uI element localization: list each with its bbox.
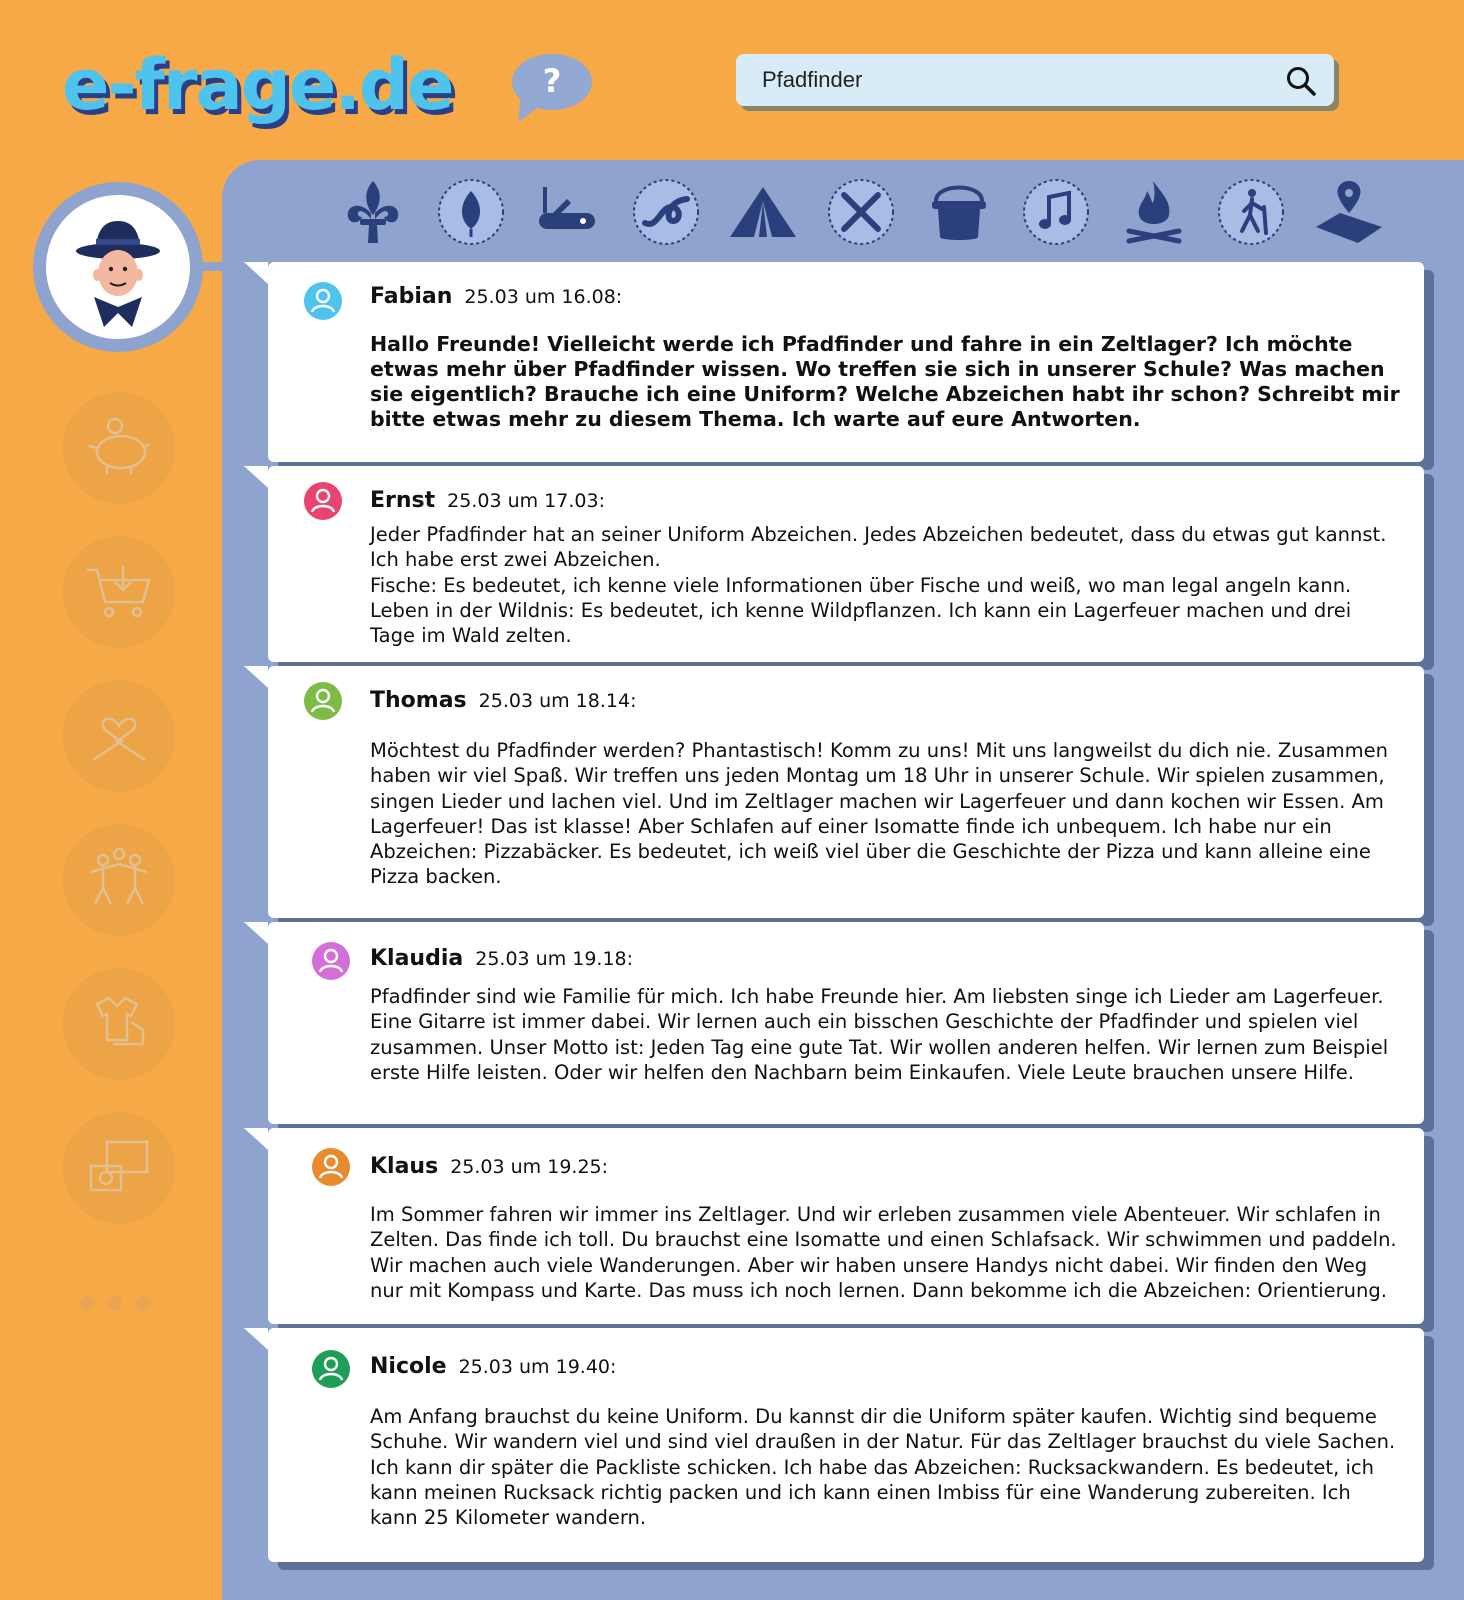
post-ernst <box>268 466 1424 662</box>
scout-avatar-icon <box>46 195 190 339</box>
post-header <box>370 488 605 513</box>
sidebar-item-food[interactable] <box>63 680 175 792</box>
tent-icon <box>728 177 798 247</box>
clothes-icon <box>83 988 155 1060</box>
user-avatar-icon[interactable] <box>304 482 342 520</box>
category-orientation[interactable] <box>1312 177 1386 247</box>
author-name[interactable]: Klaudia <box>370 946 464 971</box>
rope-badge-icon <box>631 177 701 247</box>
post-paragraph: Leben in der Wildnis: Es bedeutet, ich kenne Wildpflanzen. Ich kann ein Lagerfeuer machen und drei Tage im Wald zelten. <box>370 598 1352 648</box>
music-badge-icon <box>1021 177 1091 247</box>
food-heart-icon <box>83 700 155 772</box>
post-date: 25.03 um 18.14: <box>478 690 637 712</box>
category-cooking[interactable] <box>824 177 898 247</box>
author-name[interactable]: Nicole <box>370 1354 447 1379</box>
post-header <box>370 284 622 309</box>
avatar[interactable] <box>33 182 203 352</box>
question-mark: ? <box>542 62 562 100</box>
post-header <box>370 1354 616 1379</box>
category-bar <box>336 176 1386 248</box>
post-thomas <box>268 666 1424 918</box>
user-avatar-icon[interactable] <box>304 682 342 720</box>
sidebar-item-media[interactable] <box>63 1112 175 1224</box>
post-paragraph: Jeder Pfadfinder hat an seiner Uniform Abzeichen. Jedes Abzeichen bedeutet, dass du etwas gut kannst. Ich habe erst zwei Abzeichen. <box>370 523 1387 572</box>
post-header <box>370 1154 608 1179</box>
sidebar-item-shopping[interactable] <box>63 536 175 648</box>
site-logo[interactable]: e-frage.de <box>62 44 453 126</box>
search-bar <box>736 54 1334 106</box>
post-header <box>370 688 636 713</box>
pocket-knife-icon <box>533 177 603 247</box>
post-fabian <box>268 262 1424 462</box>
author-name[interactable]: Ernst <box>370 488 436 513</box>
post-date: 25.03 um 16.08: <box>464 286 623 308</box>
category-music[interactable] <box>1019 177 1093 247</box>
cooking-pot-icon <box>924 177 994 247</box>
post-text: Hallo Freunde! Vielleicht werde ich Pfadfinder und fahre in ein Zeltlager? Ich möchte etwas mehr über Pfadfinder wissen. Wo treffen sie sich in unserer Schule? Was machen sie eigentlich? Brauche ich eine Uniform? Welche Abzeichen habt ihr schon? Schreibt mir bitte etwas mehr zu diesem Thema. Ich warte auf eure Antworten. <box>370 332 1400 431</box>
cutlery-badge-icon <box>826 177 896 247</box>
post-text: Möchtest du Pfadfinder werden? Phantastisch! Komm zu uns! Mit uns langweilst du dich nie. Zusammen haben wir viel Spaß. Wir treffen uns jeden Montag um 18 Uhr in unserer Schule. Wir spielen zusammen, singen Lieder und lachen viel. Und im Zeltlager machen wir Lagerfeuer und dann kochen wir Essen. Am Lagerfeuer! Das ist klasse! Aber Schlafen auf einer Isomatte finde ich unbequem. Ich habe nur ein Abzeichen: Pizzabäcker. Es bedeutet, ich weiß viel über die Geschichte der Pizza und kann alleine eine Pizza backen. <box>370 739 1389 889</box>
category-tools[interactable] <box>531 177 605 247</box>
post-klaudia <box>268 922 1424 1124</box>
category-scouting[interactable] <box>336 177 410 247</box>
author-name[interactable]: Thomas <box>370 688 467 713</box>
post-paragraph: Fische: Es bedeutet, ich kenne viele Informationen über Fische und weiß, wo man legal angeln kann. <box>370 573 1352 597</box>
avatar-connector <box>200 262 230 271</box>
post-date: 25.03 um 19.40: <box>458 1356 617 1378</box>
post-date: 25.03 um 17.03: <box>447 490 605 512</box>
people-jumping-icon <box>83 844 155 916</box>
sidebar-item-finance[interactable] <box>63 392 175 504</box>
category-camping[interactable] <box>726 177 800 247</box>
post-klaus <box>268 1128 1424 1324</box>
sidebar-item-clothes[interactable] <box>63 968 175 1080</box>
category-knots[interactable] <box>629 177 703 247</box>
category-campfire[interactable] <box>1117 177 1191 247</box>
user-avatar-icon[interactable] <box>312 1350 350 1388</box>
category-hiking[interactable] <box>1214 177 1288 247</box>
camera-screen-icon <box>83 1132 155 1204</box>
author-name[interactable]: Fabian <box>370 284 453 309</box>
user-avatar-icon[interactable] <box>312 1148 350 1186</box>
author-name[interactable]: Klaus <box>370 1154 439 1179</box>
post-nicole <box>268 1328 1424 1562</box>
post-date: 25.03 um 19.25: <box>450 1156 609 1178</box>
category-kitchen[interactable] <box>922 177 996 247</box>
question-bubble-icon <box>512 54 592 110</box>
search-input[interactable] <box>762 64 1262 96</box>
shopping-cart-icon <box>83 556 155 628</box>
sidebar-item-community[interactable] <box>63 824 175 936</box>
map-pin-icon <box>1314 177 1384 247</box>
post-date: 25.03 um 19.18: <box>475 948 634 970</box>
post-header <box>370 946 633 971</box>
campfire-icon <box>1119 177 1189 247</box>
hiker-badge-icon <box>1216 177 1286 247</box>
post-text <box>370 522 1402 648</box>
user-avatar-icon[interactable] <box>304 282 342 320</box>
post-text: Am Anfang brauchst du keine Uniform. Du kannst dir die Uniform später kaufen. Wichtig sind bequeme Schuhe. Wir wandern viel und sind viel draußen in der Natur. Für das Zeltlager brauchst du viele Sachen. Ich kann dir später die Packliste schicken. Ich habe das Abzeichen: Rucksackwandern. Es bedeutet, ich kann meinen Rucksack richtig packen und ich kann einen Imbiss für eine Wanderung zubereiten. Ich kann 25 Kilometer wandern. <box>370 1405 1396 1530</box>
more-dots-icon[interactable] <box>80 1296 150 1310</box>
user-avatar-icon[interactable] <box>312 942 350 980</box>
piggy-bank-icon <box>83 412 155 484</box>
fleur-de-lis-icon <box>338 177 408 247</box>
leaf-badge-icon <box>436 177 506 247</box>
post-text: Pfadfinder sind wie Familie für mich. Ich habe Freunde hier. Am liebsten singe ich Lieder am Lagerfeuer. Eine Gitarre ist immer dabei. Wir lernen auch ein bisschen Geschichte der Pfadfinder und spielen viel zusammen. Unser Motto ist: Jeden Tag eine gute Tat. Wir wollen anderen helfen. Wir lernen zum Beispiel erste Hilfe leisten. Oder wir helfen den Nachbarn beim Einkaufen. Viele Leute brauchen unsere Hilfe. <box>370 985 1389 1084</box>
search-icon[interactable] <box>1286 66 1316 96</box>
category-nature[interactable] <box>434 177 508 247</box>
post-text: Im Sommer fahren wir immer ins Zeltlager. Und wir erleben zusammen viele Abenteuer. Wir schlafen in Zelten. Das finde ich toll. Du brauchst eine Isomatte und einen Schlafsack. Wir schwimmen und paddeln. Wir machen auch viele Wanderungen. Aber wir haben unsere Handys nicht dabei. Wir finden den Weg nur mit Kompass und Karte. Das muss ich noch lernen. Dann bekomme ich die Abzeichen: Orientierung. <box>370 1203 1397 1302</box>
